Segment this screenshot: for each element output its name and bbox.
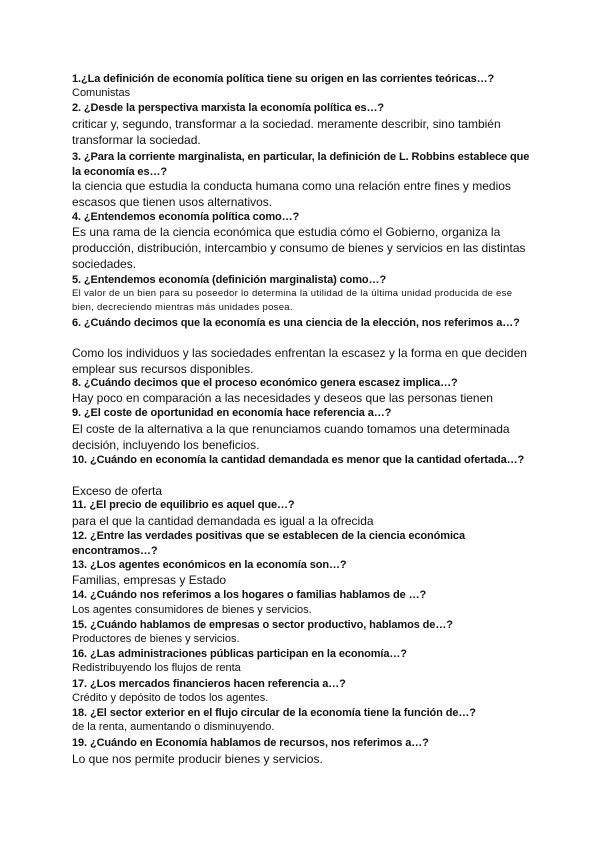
question-4: 4. ¿Entendemos economía política como…? (72, 211, 300, 223)
answer-19: Lo que nos permite producir bienes y servicios. (72, 752, 323, 766)
answer-6: Como los individuos y las sociedades enfrentan la escasez y la forma en que deciden emplear sus recursos disponibles. (72, 346, 527, 376)
question-12: 12. ¿Entre las verdades positivas que se establecen de la ciencia económica encontramos…? (72, 530, 465, 557)
question-1: 1.¿La definición de economía política tiene su origen en las corrientes teóricas…? (72, 73, 495, 85)
question-10: 10. ¿Cuándo en economía la cantidad demandada es menor que la cantidad ofertada…? (72, 454, 525, 466)
answer-14: Los agentes consumidores de bienes y servicios. (72, 604, 312, 616)
question-19: 19. ¿Cuándo en Economía hablamos de recursos, nos referimos a…? (72, 737, 429, 749)
answer-11: para el que la cantidad demandada es igual a la ofrecida (72, 514, 374, 528)
answer-8: Hay poco en comparación a las necesidades y deseos que las personas tienen (72, 391, 493, 405)
answer-9: El coste de la alternativa a la que renunciamos cuando tomamos una determinada decisión, incluyendo los beneficios. (72, 422, 510, 452)
answer-13: Familias, empresas y Estado (72, 573, 227, 587)
question-9: 9. ¿El coste de oportunidad en economía hace referencia a…? (72, 407, 392, 419)
answer-4: Es una rama de la ciencia económica que estudia cómo el Gobierno, organiza la producción, distribución, intercambio y consumo de bienes y servicios en las distintas sociedades. (72, 225, 526, 271)
answer-3: la ciencia que estudia la conducta humana como una relación entre fines y medios escasos que tienen usos alternativos. (72, 179, 511, 209)
question-5: 5. ¿Entendemos economía (definición marginalista) como…? (72, 274, 387, 286)
answer-15: Productores de bienes y servicios. (72, 633, 240, 645)
question-13: 13. ¿Los agentes económicos en la economía son…? (72, 559, 347, 571)
answer-5: El valor de un bien para su poseedor lo determina la utilidad de la última unidad producida de ese bien, decreciendo mientras más unidades posea. (72, 288, 513, 313)
question-17: 17. ¿Los mercados financieros hacen referencia a…? (72, 678, 346, 690)
question-11: 11. ¿El precio de equilibrio es aquel que…? (72, 499, 295, 511)
answer-1: Comunistas (72, 87, 131, 99)
answer-10: Exceso de oferta (72, 484, 163, 498)
answer-2: criticar y, segundo, transformar a la sociedad. meramente describir, sino también transformar la sociedad. (72, 117, 501, 147)
question-14: 14. ¿Cuándo nos referimos a los hogares o familias hablamos de …? (72, 589, 427, 601)
answer-18: de la renta, aumentando o disminuyendo. (72, 721, 275, 733)
question-6: 6. ¿Cuándo decimos que la economía es una ciencia de la elección, nos referimos a…? (72, 317, 520, 329)
question-8: 8. ¿Cuándo decimos que el proceso económico genera escasez implica…? (72, 377, 458, 389)
question-3: 3. ¿Para la corriente marginalista, en particular, la definición de L. Robbins establece que la economía es…? (72, 151, 530, 178)
question-16: 16. ¿Las administraciones públicas participan en la economía…? (72, 648, 407, 660)
question-2: 2. ¿Desde la perspectiva marxista la economía política es…? (72, 102, 385, 114)
question-18: 18. ¿El sector exterior en el flujo circular de la economía tiene la función de…? (72, 707, 476, 719)
question-15: 15. ¿Cuándo hablamos de empresas o sector productivo, hablamos de…? (72, 619, 453, 631)
answer-16: Redistribuyendo los flujos de renta (72, 662, 241, 674)
answer-17: Crédito y depósito de todos los agentes. (72, 692, 269, 704)
